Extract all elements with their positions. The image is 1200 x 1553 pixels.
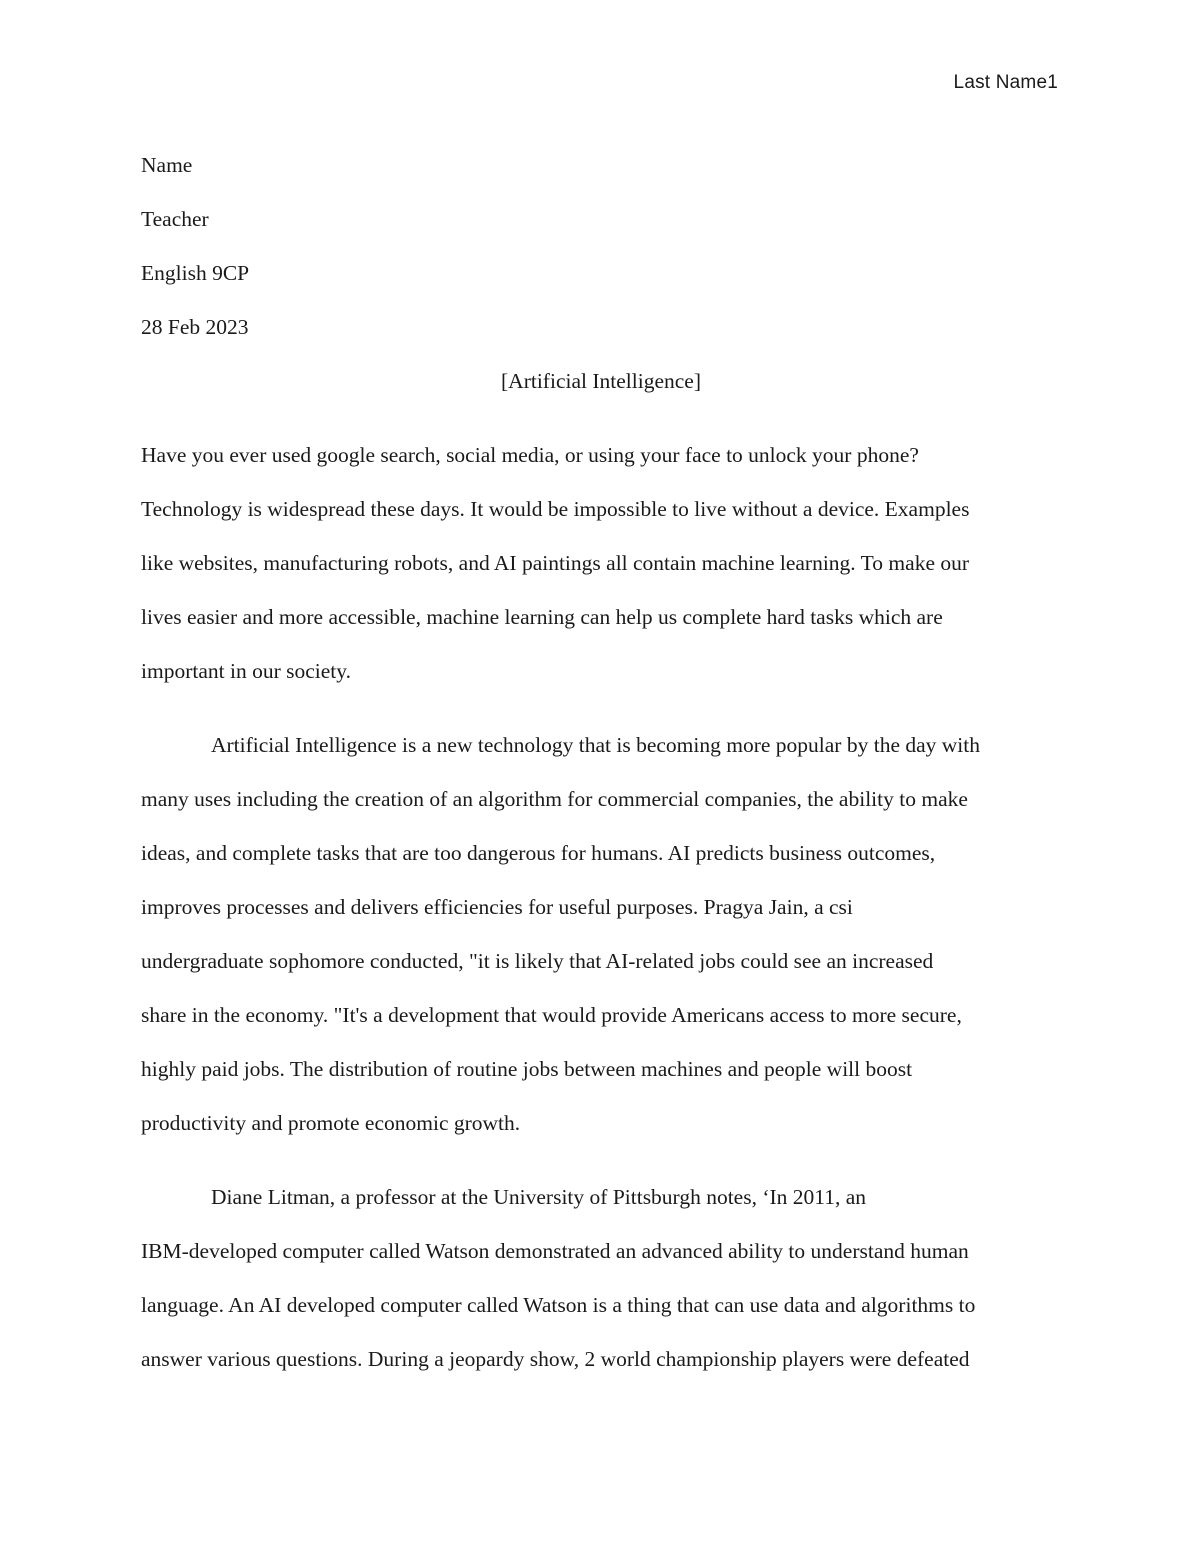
paragraph-line: undergraduate sophomore conducted, "it is likely that AI-related jobs could see an increased bbox=[141, 949, 934, 973]
paragraph-line: language. An AI developed computer called Watson is a thing that can use data and algorithms to bbox=[141, 1293, 976, 1317]
paragraph-line: productivity and promote economic growth. bbox=[141, 1111, 521, 1135]
paragraph-line: Diane Litman, a professor at the University of Pittsburgh notes, ‘In 2011, an bbox=[211, 1185, 867, 1209]
paragraph-line: lives easier and more accessible, machine learning can help us complete hard tasks which are bbox=[141, 605, 943, 629]
paragraph-line: Technology is widespread these days. It would be impossible to live without a device. Examples bbox=[141, 497, 970, 521]
heading-block bbox=[141, 138, 1061, 354]
document-body bbox=[141, 138, 1061, 1386]
paragraph-line: many uses including the creation of an algorithm for commercial companies, the ability to make bbox=[141, 787, 968, 811]
paragraph-line: ideas, and complete tasks that are too dangerous for humans. AI predicts business outcomes, bbox=[141, 841, 936, 865]
paragraph-line: answer various questions. During a jeopardy show, 2 world championship players were defeated bbox=[141, 1347, 970, 1371]
paragraph-line: like websites, manufacturing robots, and AI paintings all contain machine learning. To make our bbox=[141, 551, 970, 575]
document-date: 28 Feb 2023 bbox=[141, 315, 249, 339]
paragraph-line: highly paid jobs. The distribution of routine jobs between machines and people will boost bbox=[141, 1057, 913, 1081]
course-name: English 9CP bbox=[141, 261, 250, 285]
paragraph-line: Artificial Intelligence is a new technology that is becoming more popular by the day with bbox=[211, 733, 981, 757]
running-head: Last Name1 bbox=[953, 72, 1058, 93]
paragraph-line: share in the economy. "It's a development that would provide Americans access to more secure, bbox=[141, 1003, 962, 1027]
paragraph-line: Have you ever used google search, social media, or using your face to unlock your phone? bbox=[141, 443, 919, 467]
paragraph-line: IBM-developed computer called Watson demonstrated an advanced ability to understand human bbox=[141, 1239, 969, 1263]
teacher-name: Teacher bbox=[141, 207, 209, 231]
paragraph-1 bbox=[141, 428, 1061, 698]
document-title: [Artificial Intelligence] bbox=[501, 369, 701, 393]
paragraph-line: improves processes and delivers efficiencies for useful purposes. Pragya Jain, a csi bbox=[141, 895, 853, 919]
paragraph-3 bbox=[141, 1170, 1061, 1386]
student-name: Name bbox=[141, 153, 193, 177]
paragraph-line: important in our society. bbox=[141, 659, 351, 683]
paragraph-2 bbox=[141, 718, 1061, 1150]
